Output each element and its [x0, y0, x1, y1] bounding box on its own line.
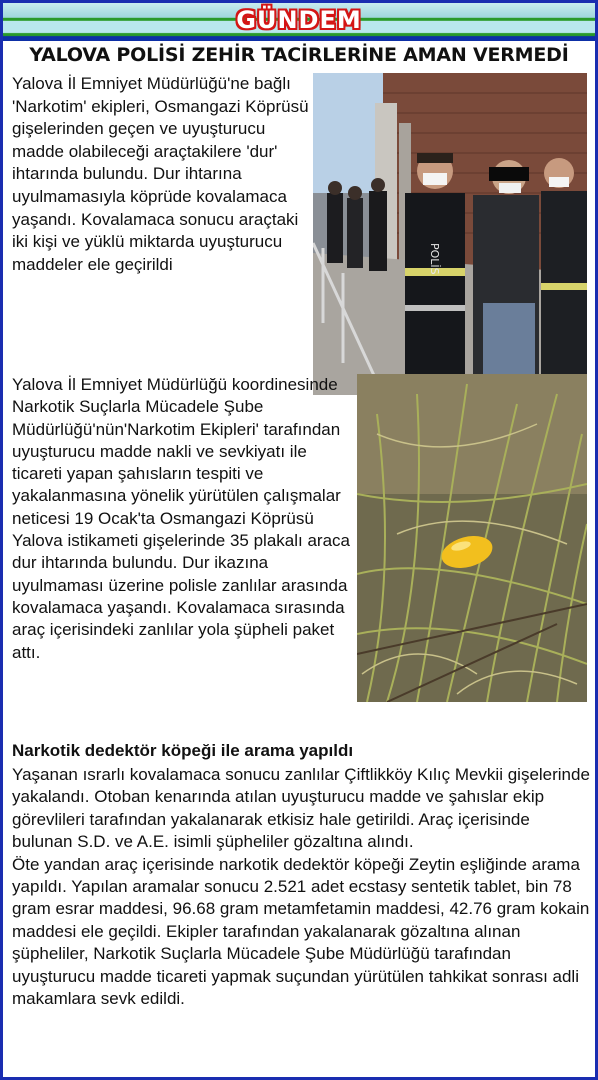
- police-arrest-photo: [313, 73, 587, 395]
- lead-column: [12, 73, 312, 276]
- body-paragraph-2: Yaşanan ısrarlı kovalamaca sonucu zanlılar Çiftlikköy Kılıç Mevkii gişelerinde yakalandı. Otoban kenarında atılan uyuşturucu madde ve şahıslar ekip görevlileri tarafından yakalanarak etkisiz hale getirildi. Araç içerisinde bulunan S.D. ve A.E. isimli şüpheliler gözaltına alındı.: [12, 765, 590, 852]
- body-paragraph-1: Yalova İl Emniyet Müdürlüğü koordinesinde Narkotik Suçlarla Mücadele Şube Müdürlüğü'nün'Narkotim Ekipleri' tarafından uyuşturucu madde nakli ve sevkiyatı ile ticareti yapan şahısların tespiti ve yakalanmasına yönelik yürütülen çalışmalar neticesi 19 Ocak'ta Osmangazi Köprüsü Yalova istikameti gişelerinde 35 plakalı araca dur ihtarında bulundu. Dur ikazına uyulmaması üzerine polisle zanlılar arasında kovalamaca yaşandı. Kovalamaca sırasında araç içerisindeki zanlılar yola şüpheli paket attı.: [12, 375, 350, 662]
- lead-paragraph: Yalova İl Emniyet Müdürlüğü'ne bağlı 'Narkotim' ekipleri, Osmangazi Köprüsü gişelerinden geçen ve uyuşturucu madde olabileceği araçtakilere 'dur' ihtarında bulundu. Dur ihtarına uyulmamasıyla köprüde kovalamaca yaşandı. Kovalamaca sonucu araçtaki iki kişi ve yüklü miktarda uyuşturucu maddeler ele geçirildi: [12, 74, 309, 274]
- article-headline: YALOVA POLİSİ ZEHİR TACİRLERİNE AMAN VERMEDİ: [29, 44, 569, 66]
- article-subheading: Narkotik dedektör köpeği ile arama yapıldı: [12, 741, 354, 760]
- evidence-photo: [357, 374, 587, 702]
- section-title: GÜNDEM: [236, 6, 362, 34]
- body-paragraph-3: Öte yandan araç içerisinde narkotik dedektör köpeği Zeytin eşliğinde arama yapıldı. Yapılan aramalar sonucu 2.521 adet ecstasy sentetik tablet, bin 78 gram esrar maddesi, 96.68 gram metamfetamin maddesi, 42.76 gram kokain maddesi ele geçildi. Ekipler tarafından yakalanarak gözaltına alınan şüpheliler, Narkotik Suçlarla Mücadele Şube Müdürlüğü tarafından uyuşturucu madde ticareti yapmak suçundan yürütülen tahkikat sonrası adli makamlara sevk edildi.: [12, 854, 590, 1009]
- body-full-width: [12, 764, 590, 1010]
- polis-vest-label: POLİS: [428, 243, 441, 275]
- body-column: [12, 374, 357, 664]
